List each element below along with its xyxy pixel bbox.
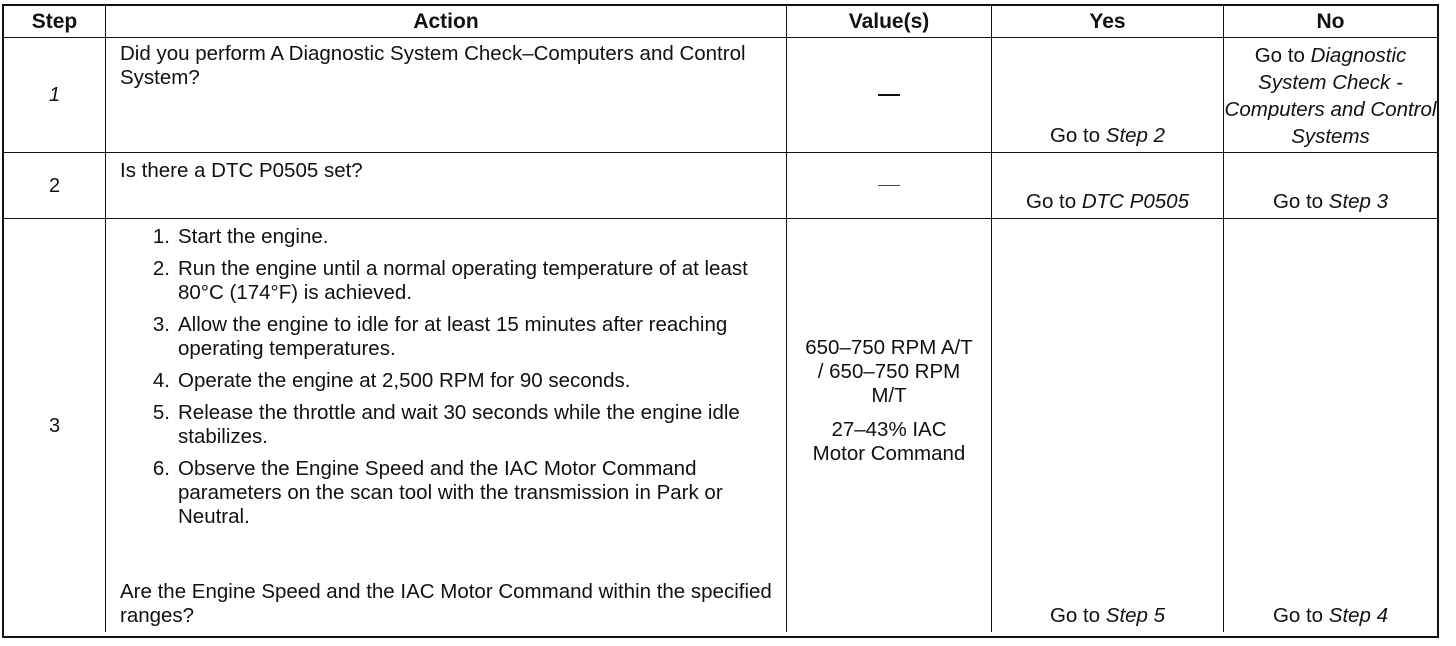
row-3-value-iac: 27–43% IAC Motor Command (812, 417, 966, 465)
row-3-yes-text: Go to Step 5 (1049, 604, 1166, 627)
row-2-step: 2 (4, 153, 106, 219)
row-2-value-dash (878, 185, 900, 186)
row-3-question: Are the Engine Speed and the IAC Motor Command within the specified ranges? (120, 580, 772, 627)
row-1-step: 1 (4, 38, 106, 153)
row-2-yes-text: Go to DTC P0505 (1026, 190, 1189, 213)
header-step: Step (4, 6, 106, 38)
row-3-no-ref: Step 4 (1328, 604, 1389, 627)
row-3-yes-ref: Step 5 (1105, 604, 1166, 627)
substep-item: 6. Observe the Engine Speed and the IAC Motor Command parameters on the scan tool with the transmission in Park or Neutral. (152, 457, 723, 528)
row-1-yes (992, 38, 1224, 153)
row-3-no (1224, 219, 1437, 632)
row-1-no-text: Go to Diagnostic System Check - Computers and Control Systems (1224, 44, 1437, 148)
row-1-yes-text: Go to Step 2 (1049, 124, 1166, 147)
header-action: Action (106, 6, 787, 38)
row-1-yes-ref: Step 2 (1105, 124, 1166, 147)
diagnostic-table-grid (4, 6, 1437, 636)
substep-item: 3. Allow the engine to idle for at least 15 minutes after reaching operating temperatures. (152, 313, 728, 360)
row-2-yes (992, 153, 1224, 219)
row-3-value (787, 219, 992, 632)
row-2-value (787, 153, 992, 219)
substep-item: 4. Operate the engine at 2,500 RPM for 90 seconds. (152, 369, 631, 392)
substep-item: 2. Run the engine until a normal operating temperature of at least 80°C (174°F) is achieved. (152, 257, 748, 304)
substep-item: 1. Start the engine. (152, 225, 329, 248)
row-2-no-ref: Step 3 (1328, 190, 1389, 213)
row-1-no-ref: Diagnostic System Check - Computers and Control Systems (1224, 44, 1437, 148)
row-2-action (106, 153, 787, 219)
row-1-action-text: Did you perform A Diagnostic System Check–Computers and Control System? (120, 42, 746, 89)
row-3-action (106, 219, 787, 632)
row-3-step: 3 (4, 219, 106, 632)
row-1-value (787, 38, 992, 153)
row-2-no (1224, 153, 1437, 219)
substep-item: 5. Release the throttle and wait 30 seconds while the engine idle stabilizes. (152, 401, 740, 448)
diagnostic-table (2, 4, 1439, 638)
row-1-no (1224, 38, 1437, 153)
row-1-action (106, 38, 787, 153)
row-2-yes-ref: DTC P0505 (1081, 190, 1189, 213)
row-1-value-dash (878, 94, 900, 96)
header-no: No (1224, 6, 1437, 38)
row-2-no-text: Go to Step 3 (1272, 190, 1389, 213)
row-3-no-text: Go to Step 4 (1272, 604, 1389, 627)
header-yes: Yes (992, 6, 1224, 38)
row-3-substep-list (120, 225, 778, 537)
row-3-yes (992, 219, 1224, 632)
header-values: Value(s) (787, 6, 992, 38)
row-3-value-rpm: 650–750 RPM A/T / 650–750 RPM M/T (805, 335, 973, 407)
row-2-action-text: Is there a DTC P0505 set? (120, 159, 363, 182)
